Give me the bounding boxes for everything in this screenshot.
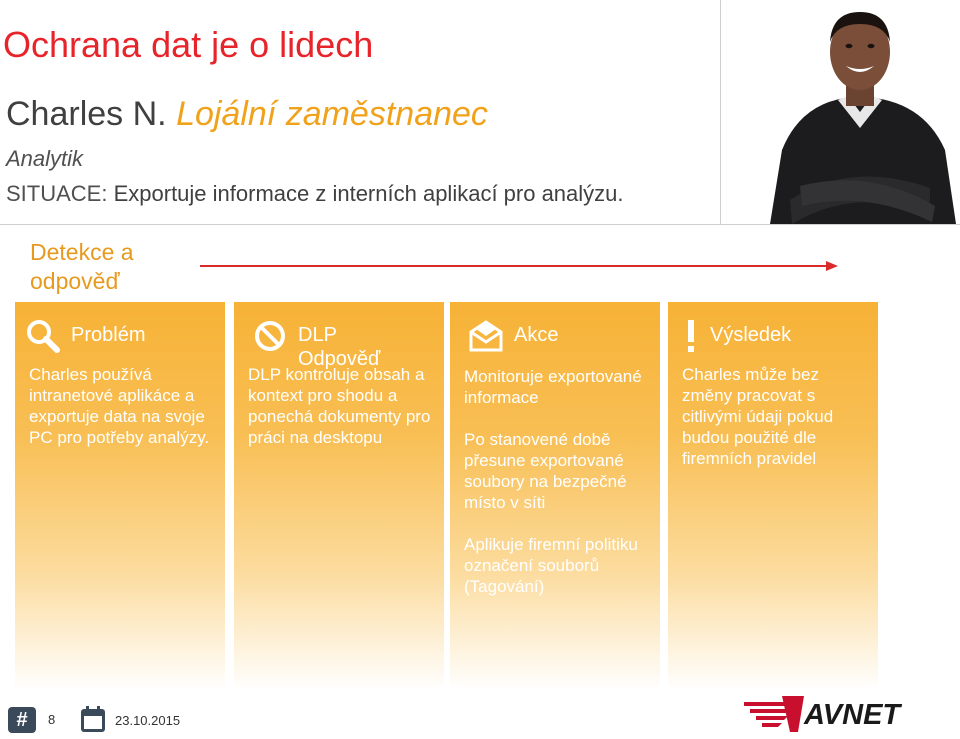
card-dlp-response (234, 302, 444, 690)
card-result-title: Výsledek (710, 324, 792, 346)
flow-arrow (200, 258, 840, 274)
situation-line (6, 181, 624, 207)
card-problem-body (29, 364, 217, 469)
card-dlp-body (248, 364, 436, 469)
card-action-header (468, 318, 558, 358)
prohibited-icon (252, 318, 288, 354)
person-job-title: Analytik (6, 146, 84, 171)
card-problem-text: Charles používá intranetové aplikáce a exportuje data na svoje PC pro potřeby analýzy. (29, 365, 210, 447)
person-name: Charles N. (6, 95, 167, 133)
person-line (6, 95, 488, 134)
card-action-text-3: Aplikuje firemní politiku označení souborů (Tagování) (464, 535, 638, 596)
card-problem-header (25, 318, 145, 358)
exclamation-icon (684, 318, 698, 354)
card-problem-title: Problém (71, 324, 146, 346)
card-result-text: Charles může bez změny pracovat s citlivými údaji pokud budou použité dle firemních pravidel (682, 365, 834, 468)
card-action-text-2: Po stanovené době přesune exportované soubory na bezpečné místo v síti (464, 430, 627, 512)
card-dlp-text: DLP kontroluje obsah a kontext pro shodu a ponechá dokumenty pro práci na desktopu (248, 365, 431, 447)
avnet-logo (742, 688, 952, 734)
situation-text: Exportuje informace z interních aplikací pro analýzu. (113, 181, 624, 206)
card-result-header (684, 318, 791, 358)
card-result-body (682, 364, 870, 490)
card-problem (15, 302, 225, 690)
avnet-logo-text: AVNET (804, 699, 901, 731)
divider-horizontal (0, 224, 960, 225)
slide-number: 8 (48, 712, 56, 727)
calendar-icon (80, 705, 106, 733)
envelope-icon (468, 318, 504, 354)
card-action-title: Akce (514, 324, 559, 346)
card-dlp-header (252, 318, 408, 370)
divider-vertical (720, 0, 721, 225)
page-title: Ochrana dat je o lidech (3, 24, 374, 65)
card-result (668, 302, 878, 690)
person-role: Lojální zaměstnanec (176, 95, 488, 133)
card-action-text-1: Monitoruje exportované informace (464, 367, 642, 407)
slide-date: 23.10.2015 (115, 713, 181, 728)
card-action (450, 302, 660, 690)
magnifier-icon (25, 318, 61, 354)
situation-label: SITUACE: (6, 181, 108, 206)
flow-label: Detekce a odpověď (30, 239, 134, 294)
card-action-body (464, 366, 652, 618)
card-dlp-title: DLP Odpověď (298, 324, 381, 370)
hash-icon: # (8, 707, 36, 733)
person-photo (760, 0, 960, 224)
